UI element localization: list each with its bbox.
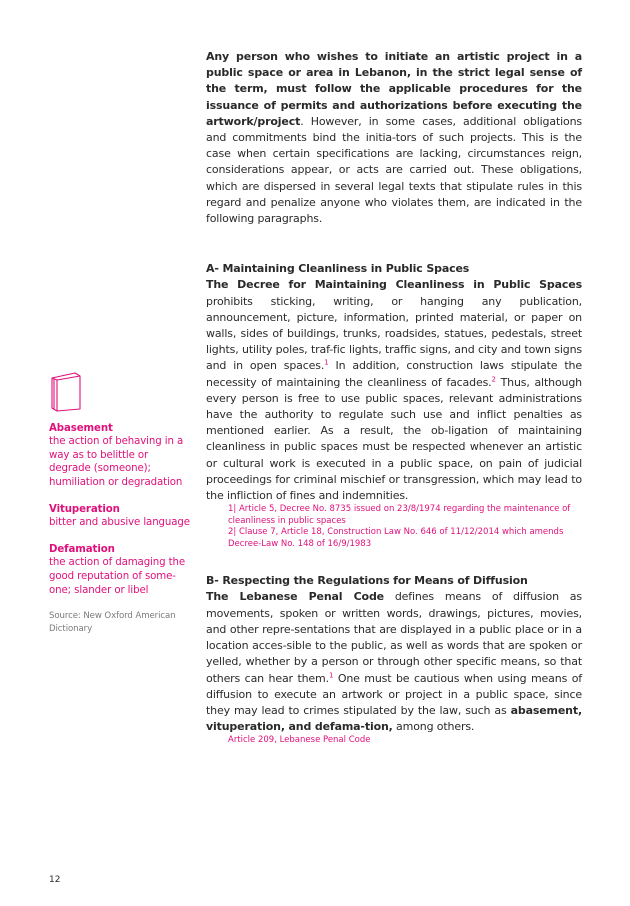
footnote-marker: 1 xyxy=(328,670,334,679)
glossary-source: Source: New Oxford American Dictionary xyxy=(49,611,176,634)
section-a-lead: The Decree for Maintaining Cleanliness in Public Spaces xyxy=(206,278,582,292)
glossary-term: Vituperation xyxy=(49,503,120,515)
main-text-column xyxy=(206,49,582,747)
section-b-text3: among others. xyxy=(392,720,475,734)
intro-bold: Any person who wishes to initiate an artistic project in a public space or area in Lebanon, in the strict legal sense of the term, must follow the applicable procedures for the issuance of permits and authorizations before executing the artwork/project xyxy=(206,50,582,128)
section-b-heading: B- Respecting the Regulations for Means of Diffusion xyxy=(206,574,528,588)
page-number: 12 xyxy=(49,875,61,885)
section-a-text1: prohibits sticking, writing, or hanging any publication, announcement, picture, information, printed material, or paper on walls, sides of buildings, trunks, roadsides, statues, pedestals, street lights, utility poles, traf-fic lights, traffic signs, and city and town signs and in open spaces. xyxy=(206,294,582,373)
section-a-paragraph xyxy=(206,277,582,504)
section-b-lead: The Lebanese Penal Code xyxy=(206,590,384,604)
book-icon xyxy=(49,370,83,412)
section-a-text2: In addition, construction laws stipulate the necessity of maintaining the cleanliness of facades. xyxy=(206,359,582,389)
section-a-heading: A- Maintaining Cleanliness in Public Spaces xyxy=(206,262,470,276)
footnote: 1| Article 5, Decree No. 8735 issued on 23/8/1974 regarding the maintenance of cleanliness in public spaces xyxy=(228,504,571,526)
glossary-term: Abasement xyxy=(49,422,113,434)
glossary-definition: the action of behaving in a way as to belittle or degrade (someone); humiliation or degradation xyxy=(49,436,184,488)
footnote: Article 209, Lebanese Penal Code xyxy=(228,735,371,746)
intro-rest: . However, in some cases, additional obligations and commitments bind the initia-tors of such projects. This is the case when certain specifications are lacking, circumstances reign, considerations appear, or acts are carried out. These obligations, which are dispersed in several legal texts that stipulate rules in this regard and penalize anyone who violates them, are indicated in the following paragraphs. xyxy=(206,114,582,226)
glossary-definition: the action of damaging the good reputation of some-one; slander or libel xyxy=(49,557,186,596)
glossary-term: Defamation xyxy=(49,543,115,555)
section-a-notes xyxy=(228,504,582,550)
footnote-marker: 2 xyxy=(491,375,496,383)
section-b-paragraph xyxy=(206,589,582,735)
section-b xyxy=(206,573,582,747)
intro-paragraph xyxy=(206,49,582,227)
section-b-text1: defines means of diffusion as movements, spoken or written words, drawings, pictures, movies, and other repre-sentations that are displayed in a public place or in a location acces-sible to the public, as well as words that are spoken or yelled, whether by a person or through other specific means, so that others can hear them. xyxy=(206,590,582,685)
section-a-text3: Thus, although every person is free to use public spaces, relevant administrations have the authority to regulate such use and inflict penalties as mentioned earlier. As a result, the ob-ligation of maintaining cleanliness in public spaces must be respected whenever an artistic or cultural work is executed in a public space, on pain of judicial proceedings for criminal mischief or transgression, which may lead to the infliction of fines and indemnities. xyxy=(206,375,582,503)
section-a xyxy=(206,261,582,550)
footnote-marker: 1 xyxy=(324,358,329,367)
glossary-sidebar xyxy=(49,370,191,635)
section-b-text2: One must be cautious when using means of diffusion to execute an artwork or project in a public space, since they may lead to crimes stipulated by the law, such as xyxy=(206,671,582,717)
section-b-bold-end: abasement, vituperation, and defama-tion, xyxy=(206,703,582,734)
glossary-definition: bitter and abusive language xyxy=(49,517,190,529)
section-b-notes xyxy=(228,735,582,747)
footnote: 2| Clause 7, Article 18, Construction Law No. 646 of 11/12/2014 which amends Decree-Law No. 148 of 16/9/1983 xyxy=(228,527,564,549)
